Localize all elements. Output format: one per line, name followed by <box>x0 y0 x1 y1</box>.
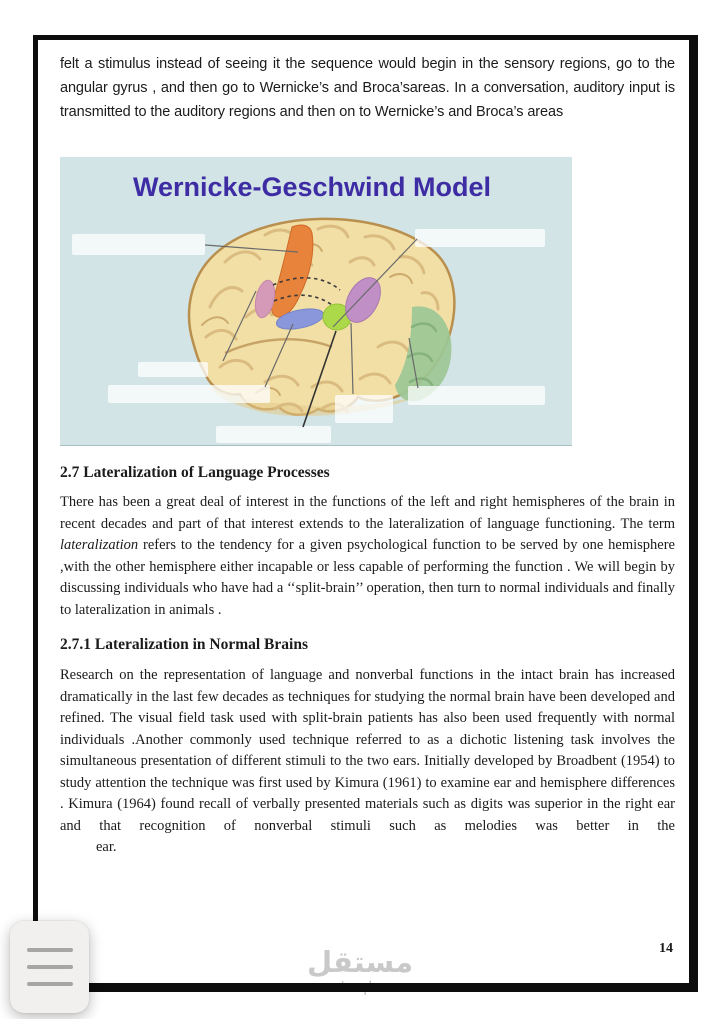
section-2-7-1-paragraph: Research on the representation of language and nonverbal functions in the intact brain has increased dramatically in the last few decades as techniques for studying the normal brain have been developed and refined. The visual field task used with split-brain patients has also been used frequently with normal individuals .Another commonly used technique referred to as a dichotic listening task involves the simultaneous presentation of different stimuli to the two ears. Initially developed by Broadbent (1954) to study attention the technique was first used by Kimura (1961) to examine ear and hemisphere differences . Kimura (1964) found recall of verbally presented materials such as digits was superior in the right ear and that recognition of nonverbal stimuli such as melodies was better in the <box>60 667 675 834</box>
hamburger-menu-icon <box>27 965 73 969</box>
watermark-site-url: mostaql.com <box>305 978 415 996</box>
paragraph-last-line: ear. <box>96 839 117 855</box>
brain-illustration <box>60 157 572 445</box>
document-page-frame <box>33 35 698 992</box>
menu-button[interactable] <box>10 921 89 1013</box>
paragraph-text: There has been a great deal of interest in the functions of the left and right hemispheres of the brain in recent decades and part of that interest extends to the lateralization of language functioning. The term <box>60 494 675 532</box>
paragraph-text: refers to the tendency for a given psychological function to be served by one hemisphere ,with the other hemisphere either incapable or less capable of performing the function . We will begin by discussing individuals who have had a ‘‘split-brain’’ operation, then turn to normal individuals and finally to lateralization in animals . <box>60 537 675 618</box>
italic-term: lateralization <box>60 537 139 553</box>
page-number: 14 <box>659 941 673 956</box>
watermark-arabic-logo: مستقل <box>306 945 414 979</box>
section-heading-2-7: 2.7 Lateralization of Language Processes <box>60 464 330 481</box>
section-2-7-paragraph <box>60 492 675 621</box>
figure-title: Wernicke-Geschwind Model <box>132 172 492 202</box>
hamburger-menu-icon <box>27 948 73 952</box>
hamburger-menu-icon <box>27 982 73 986</box>
intro-paragraph: felt a stimulus instead of seeing it the sequence would begin in the sensory regions, go to the angular gyrus , and then go to Wernicke’s and Broca’sareas. In a conversation, auditory input is transmitted to the auditory regions and then on to Wernicke’s and Broca’s areas <box>60 56 675 120</box>
section-heading-2-7-1: 2.7.1 Lateralization in Normal Brains <box>60 636 308 653</box>
page-content <box>60 48 675 859</box>
wernicke-geschwind-figure <box>60 157 572 446</box>
